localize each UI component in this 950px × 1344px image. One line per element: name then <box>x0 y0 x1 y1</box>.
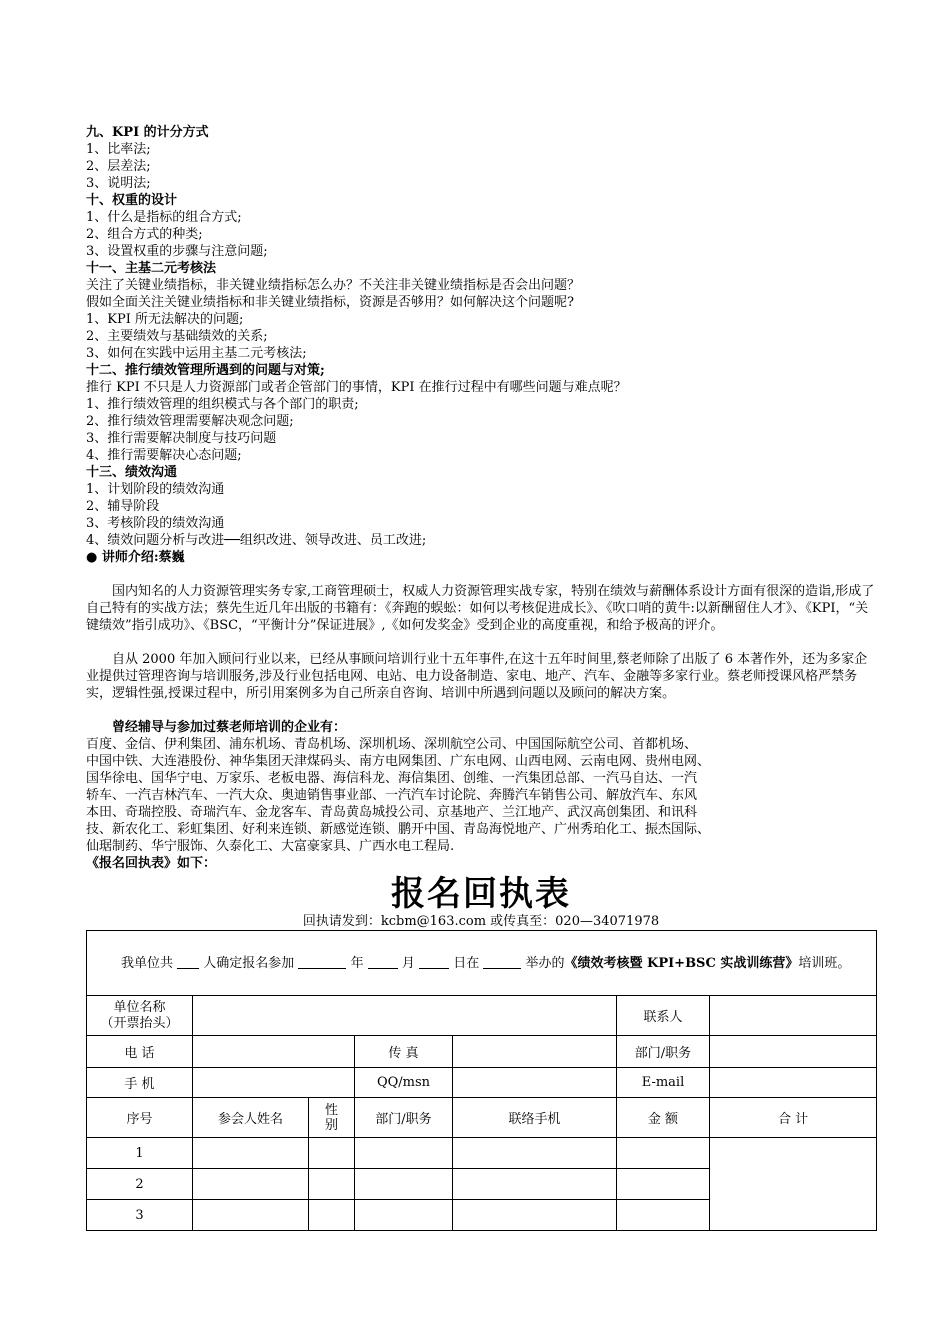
row-number: 2 <box>87 1169 193 1200</box>
clients-line: 仙琚制药、华宁服饰、久泰化工、大富豪家具、广西水电工程局. <box>86 839 455 854</box>
section12-title: 十二、推行绩效管理所遇到的问题与对策; <box>86 363 325 378</box>
section13-item: 4、绩效问题分析与改进──组织改进、领导改进、员工改进; <box>86 533 427 548</box>
amount-cell[interactable] <box>617 1200 710 1231</box>
fax-label: 传 真 <box>355 1036 453 1068</box>
section9-title: 九、KPI 的计分方式 <box>86 125 209 140</box>
section13-item: 1、计划阶段的绩效沟通 <box>86 482 225 497</box>
dept-title-field[interactable] <box>710 1036 877 1068</box>
month-blank[interactable] <box>368 954 398 969</box>
gender-cell[interactable] <box>309 1200 355 1231</box>
instructor-paragraph: 国内知名的人力资源管理实务专家,工商管理硕士，权威人力资源管理实战专家，特别在绩效与薪酬体系设计方面有很深的造诣,形成了自己特有的实战方法；蔡先生近几年出版的书籍有：《奔跑的蜈蚣：如何以考核促进成长》、《吹口哨的黄牛:以新酬留住人才》、《KPI，“关键绩效”指引成功》、《BSC，“平衡计分”保证进展》,《如何发奖金》受到企业的高度重视，和给予极高的评介。 <box>86 584 875 633</box>
dept-cell[interactable] <box>355 1169 453 1200</box>
section10-title: 十、权重的设计 <box>86 193 178 208</box>
mobile-cell[interactable] <box>453 1169 617 1200</box>
form-title: 报名回执表 <box>391 874 571 914</box>
section10-item: 1、什么是指标的组合方式; <box>86 210 242 225</box>
section9-item: 2、层差法; <box>86 159 151 174</box>
email-label: E-mail <box>617 1068 710 1098</box>
section11-intro: 假如全面关注关键业绩指标和非关键业绩指标，资源是否够用？如何解决这个问题呢? <box>86 295 574 310</box>
section9-item: 3、说明法; <box>86 176 151 191</box>
form-subtitle: 回执请发到：kcbm@163.com 或传真至：020—34071978 <box>302 914 660 929</box>
attendee-name-cell[interactable] <box>193 1200 309 1231</box>
phone-label: 电 话 <box>87 1036 193 1068</box>
section10-item: 3、设置权重的步骤与注意问题; <box>86 244 268 259</box>
bullet-icon: ● <box>86 550 98 565</box>
clients-title: 曾经辅导与参加过蔡老师培训的企业有： <box>112 720 347 735</box>
column-header: 合 计 <box>710 1098 877 1138</box>
section12-item: 1、推行绩效管理的组织模式与各个部门的职责; <box>86 397 359 412</box>
row-number: 1 <box>87 1138 193 1169</box>
clients-line: 本田、奇瑞控股、奇瑞汽车、金龙客车、青岛黄岛城投公司、京基地产、兰江地产、武汉高创集团、和讯科 <box>86 805 698 820</box>
section11-item: 3、如何在实践中运用主基二元考核法; <box>86 346 307 361</box>
amount-cell[interactable] <box>617 1138 710 1169</box>
day-blank[interactable] <box>419 954 449 969</box>
form-intro: 《报名回执表》如下： <box>86 856 217 871</box>
column-header: 金 额 <box>617 1098 710 1138</box>
section11-intro: 关注了关键业绩指标，非关键业绩指标怎么办？不关注非关键业绩指标是否会出问题？ <box>86 278 581 293</box>
section11-item: 2、主要绩效与基础绩效的关系; <box>86 329 268 344</box>
gender-cell[interactable] <box>309 1169 355 1200</box>
clients-line: 国华徐电、国华宁电、万家乐、老板电器、海信科龙、海信集团、创维、一汽集团总部、一汽马自达、一汽 <box>86 771 698 786</box>
column-header: 序号 <box>87 1098 193 1138</box>
row-number: 3 <box>87 1200 193 1231</box>
gender-cell[interactable] <box>309 1138 355 1169</box>
column-header: 部门/职务 <box>355 1098 453 1138</box>
mobile-field[interactable] <box>193 1068 355 1098</box>
section13-item: 2、辅导阶段 <box>86 499 160 514</box>
document-page <box>86 124 876 1231</box>
section9-item: 1、比率法; <box>86 142 151 157</box>
mobile-label: 手 机 <box>87 1068 193 1098</box>
headcount-blank[interactable] <box>177 954 199 969</box>
contact-label: 联系人 <box>617 996 710 1036</box>
total-cell[interactable] <box>710 1138 877 1231</box>
attendee-name-cell[interactable] <box>193 1138 309 1169</box>
mobile-cell[interactable] <box>453 1138 617 1169</box>
column-header: 联络手机 <box>453 1098 617 1138</box>
form-intro-cell: 我单位共 人确定报名参加 年 月 日在 举办的《绩效考核暨 KPI+BSC 实战训练营》培训班。 <box>87 931 877 996</box>
clients-line: 技、新农化工、彩虹集团、好利来连锁、新感觉连锁、鹏开中国、青岛海悦地产、广州秀珀化工、振杰国际、 <box>86 822 711 837</box>
clients-line: 百度、金信、伊利集团、浦东机场、青岛机场、深圳机场、深圳航空公司、中国国际航空公司、首都机场、 <box>86 737 698 752</box>
registration-table <box>86 930 877 1231</box>
email-field[interactable] <box>710 1068 877 1098</box>
section12-item: 3、推行需要解决制度与技巧问题 <box>86 431 277 446</box>
year-blank[interactable] <box>298 954 346 969</box>
mobile-cell[interactable] <box>453 1200 617 1231</box>
qq-label: QQ/msn <box>355 1068 453 1098</box>
section13-title: 十三、绩效沟通 <box>86 465 178 480</box>
instructor-heading <box>86 549 876 566</box>
section11-item: 1、KPI 所无法解决的问题; <box>86 312 244 327</box>
location-blank[interactable] <box>483 954 521 969</box>
phone-field[interactable] <box>193 1036 355 1068</box>
section11-title: 十一、主基二元考核法 <box>86 261 217 276</box>
instructor-title: 讲师介绍:蔡巍 <box>101 550 185 565</box>
section12-item: 2、推行绩效管理需要解决观念问题; <box>86 414 294 429</box>
dept-cell[interactable] <box>355 1138 453 1169</box>
section12-intro: 推行 KPI 不只是人力资源部门或者企管部门的事情，KPI 在推行过程中有哪些问题与难点呢？ <box>86 380 627 395</box>
section12-item: 4、推行需要解决心态问题; <box>86 448 242 463</box>
instructor-paragraph: 自从 2000 年加入顾问行业以来，已经从事顾问培训行业十五年事件,在这十五年时间里,蔡老师除了出版了 6 本著作外，还为多家企业提供过管理咨询与培训服务,涉及行业包括电网、电站、电力设备制造、家电、地产、汽车、金融等多家行业。蔡老师授课风格严禁务实，逻辑性强,授课过程中，所引用案例多为自己所亲自咨询、培训中所遇到问题以及顾问的解决方案。 <box>86 652 868 701</box>
dept-cell[interactable] <box>355 1200 453 1231</box>
section13-item: 3、考核阶段的绩效沟通 <box>86 516 225 531</box>
clients-line: 中国中铁、大连港股份、神华集团天津煤码头、南方电网集团、广东电网、山西电网、云南电网、贵州电网、 <box>86 754 711 769</box>
course-name: 《绩效考核暨 KPI+BSC 实战训练营》 <box>564 956 799 971</box>
qq-field[interactable] <box>453 1068 617 1098</box>
dept-title-label: 部门/职务 <box>617 1036 710 1068</box>
column-header: 参会人姓名 <box>193 1098 309 1138</box>
unit-name-label: 单位名称 （开票抬头） <box>87 996 193 1036</box>
attendee-name-cell[interactable] <box>193 1169 309 1200</box>
unit-name-field[interactable] <box>193 996 617 1036</box>
column-header: 性别 <box>309 1098 355 1138</box>
section10-item: 2、组合方式的种类; <box>86 227 203 242</box>
amount-cell[interactable] <box>617 1169 710 1200</box>
fax-field[interactable] <box>453 1036 617 1068</box>
clients-line: 轿车、一汽吉林汽车、一汽大众、奥迪销售事业部、一汽汽车讨论院、奔腾汽车销售公司、解放汽车、东风 <box>86 788 698 803</box>
contact-field[interactable] <box>710 996 877 1036</box>
